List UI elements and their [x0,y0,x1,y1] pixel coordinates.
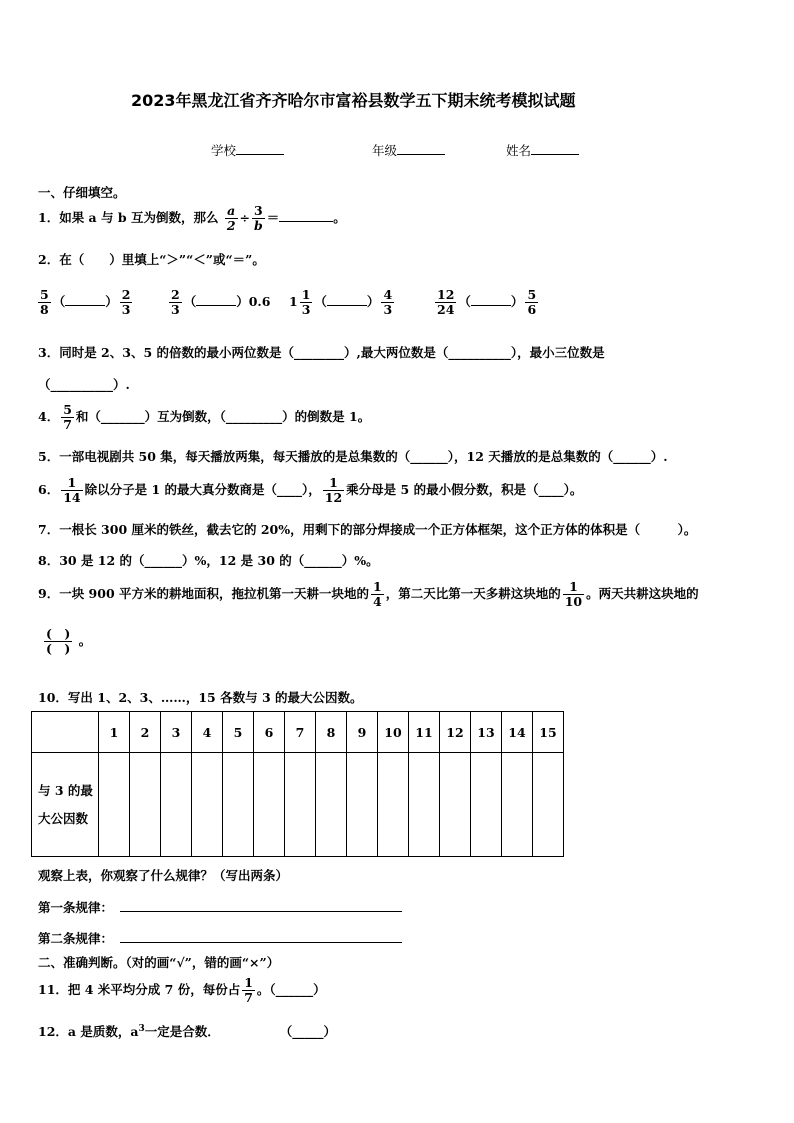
table-cell[interactable] [99,753,130,857]
table-header: 7 [285,712,316,753]
school-field: 学校 [211,141,284,159]
question-2-compare-d: $\frac{12}{24}$ （ ） $\frac{5}{6}$ [437,287,537,317]
table-header: 15 [533,712,564,753]
question-4: 4． $\frac{5}{7}$ 和（_______）互为倒数，（_________）的倒数是 1。 [38,402,371,432]
table-corner [32,712,99,753]
table-cell[interactable] [471,753,502,857]
table-header: 6 [254,712,285,753]
rule-1-label: 第一条规律： [38,900,114,915]
name-field: 姓名 [506,141,579,159]
table-header: 9 [347,712,378,753]
question-10: 10．写出 1、2、3、……，15 各数与 3 的最大公因数。 [38,690,363,705]
table-cell[interactable] [316,753,347,857]
question-3-line-1: 3．同时是 2、3、5 的倍数的最小两位数是（________）,最大两位数是（__________），最小三位数是 [38,345,605,360]
table-header: 4 [192,712,223,753]
gcd-table [31,711,564,857]
page-title: 2023年黑龙江省齐齐哈尔市富裕县数学五下期末统考模拟试题 [131,91,576,110]
question-3-line-2: （__________）. [38,377,130,392]
table-row-label: 与 3 的最大公因数 [32,753,99,857]
table-cell[interactable] [192,753,223,857]
table-header: 10 [378,712,409,753]
table-cell[interactable] [223,753,254,857]
question-2: 2．在（ ）里填上“＞”“＜”或“＝”。 [38,252,265,267]
table-header: 2 [130,712,161,753]
rule-2-label: 第二条规律： [38,931,114,946]
table-header: 12 [440,712,471,753]
table-header: 5 [223,712,254,753]
table-cell[interactable] [502,753,533,857]
question-1: 1．如果 a 与 b 互为倒数，那么 $\frac{a}{2}$ ÷ $\frac{3}{b}$ ＝ 。 [38,203,346,233]
question-11: 11．把 4 米平均分成 7 份，每份占 $\frac{1}{7}$ 。（______） [38,975,326,1005]
table-cell[interactable] [347,753,378,857]
table-header: 14 [502,712,533,753]
question-5: 5．一部电视剧共 50 集，每天播放两集，每天播放的是总集数的（______），12 天播放的是总集数的（______）. [38,449,668,464]
question-6: 6． $\frac{1}{14}$ 除以分子是 1 的最大真分数商是（____）， $\frac{1}{12}$ 乘分母是 5 的最小假分数，积是（____）。 [38,475,583,505]
section-2-heading: 二、准确判断。（对的画“√”，错的画“×”） [38,955,280,970]
question-9: 9．一块 900 平方米的耕地面积，拖拉机第一天耕一块地的 $\frac{1}{4}$ ，第二天比第一天多耕这块地的 $\frac{1}{10}$ 。两天共耕这块地的 [38,579,699,609]
table-cell[interactable] [533,753,564,857]
section-1-heading: 一、仔细填空。 [38,185,126,200]
table-header: 1 [99,712,130,753]
table-cell[interactable] [254,753,285,857]
question-7: 7．一根长 300 厘米的铁丝，截去它的 20%，用剩下的部分焊接成一个正方体框架，这个正方体的体积是（ ）。 [38,522,697,537]
table-cell[interactable] [378,753,409,857]
observe-prompt: 观察上表，你观察了什么规律？（写出两条） [38,868,289,883]
table-cell[interactable] [440,753,471,857]
table-cell[interactable] [130,753,161,857]
table-header: 8 [316,712,347,753]
table-cell[interactable] [409,753,440,857]
table-cell[interactable] [161,753,192,857]
table-header: 3 [161,712,192,753]
question-8: 8．30 是 12 的（______）%，12 是 30 的（______）%。 [38,553,379,568]
question-9-answer: $\frac{( )}{( )}$ 。 [46,626,92,656]
table-cell[interactable] [285,753,316,857]
table-header: 13 [471,712,502,753]
question-2-compare-a: $\frac{5}{8}$ （ ） $\frac{2}{3}$ [40,287,131,317]
question-2-compare-c: 1 $\frac{1}{3}$ （ ） $\frac{4}{3}$ [289,287,393,317]
rule-1-line[interactable] [120,911,402,912]
rule-2-line[interactable] [120,942,402,943]
question-2-compare-b: $\frac{2}{3}$ （ ）0.6 [171,287,271,317]
table-header: 11 [409,712,440,753]
question-12: 12．a 是质数，$a^3$一定是合数． （_____） [38,1023,336,1039]
grade-field: 年级 [372,141,445,159]
